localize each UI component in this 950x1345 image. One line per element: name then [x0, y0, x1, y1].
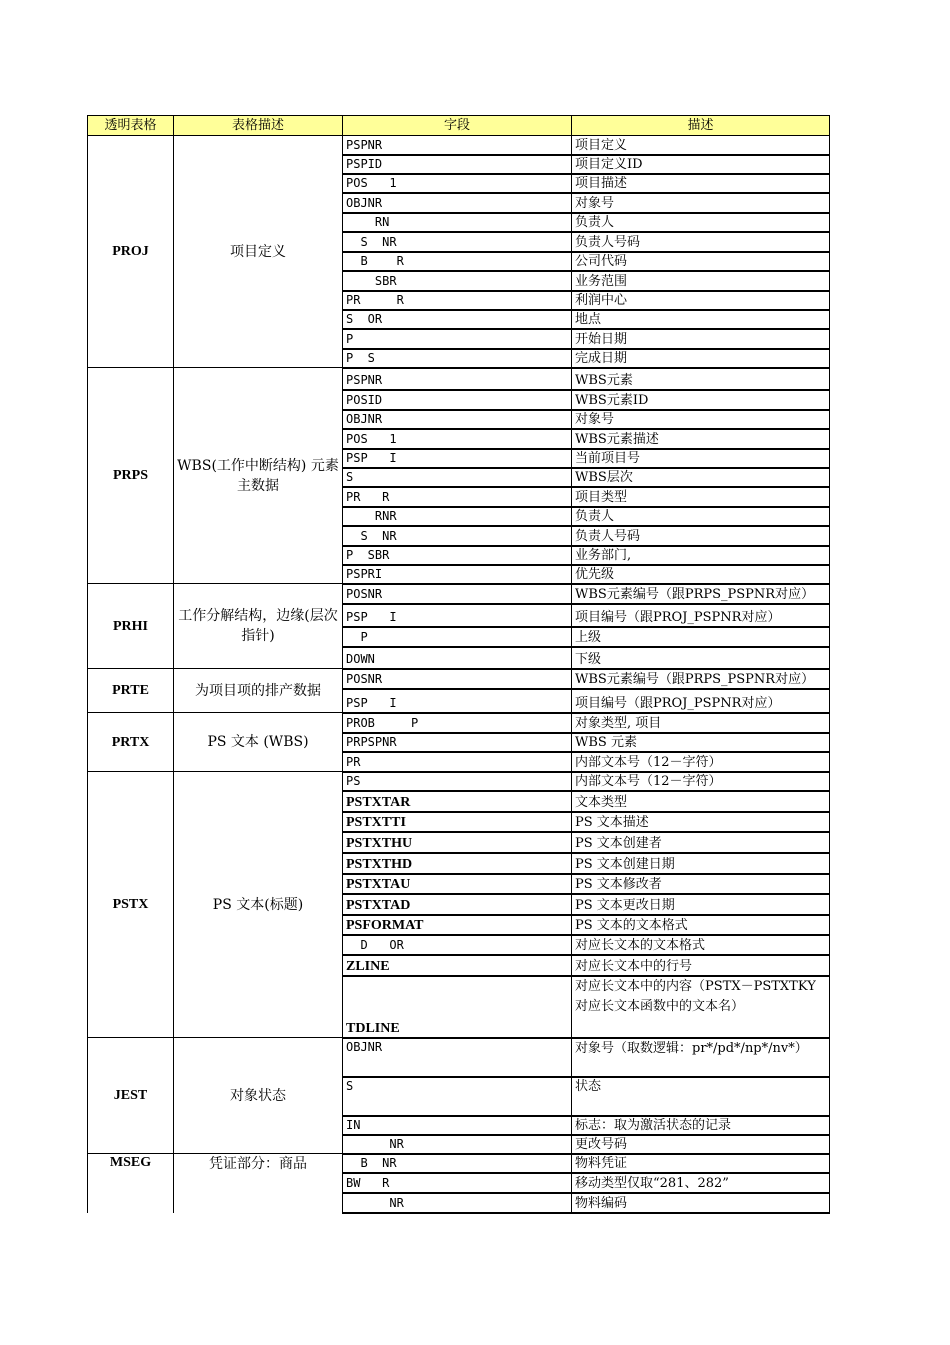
- table-name-cell[interactable]: MSEG: [88, 1154, 174, 1213]
- field-cell[interactable]: PSTXTAR: [343, 791, 572, 812]
- field-desc-cell[interactable]: WBS元素ID: [572, 390, 830, 410]
- field-desc-cell[interactable]: WBS元素描述: [572, 429, 830, 449]
- field-cell[interactable]: S NR: [343, 232, 572, 252]
- header-table-name[interactable]: 透明表格: [88, 116, 174, 136]
- field-cell[interactable]: RNR: [343, 507, 572, 526]
- field-cell[interactable]: S: [343, 1077, 572, 1116]
- field-cell[interactable]: POSNR: [343, 669, 572, 689]
- field-desc-cell[interactable]: 地点: [572, 310, 830, 329]
- field-desc-cell[interactable]: 当前项目号: [572, 449, 830, 468]
- field-cell[interactable]: B R: [343, 252, 572, 271]
- field-cell[interactable]: P: [343, 627, 572, 647]
- spreadsheet: [87, 115, 829, 1214]
- field-desc-cell[interactable]: 负责人号码: [572, 526, 830, 546]
- table-row: [88, 669, 830, 689]
- field-cell[interactable]: ZLINE: [343, 955, 572, 976]
- field-desc-cell[interactable]: 内部文本号（12－字符）: [572, 772, 830, 791]
- table-desc-cell[interactable]: 为项目项的排产数据: [174, 669, 343, 713]
- field-cell[interactable]: NR: [343, 1135, 572, 1154]
- field-cell[interactable]: PSTXTHU: [343, 832, 572, 853]
- field-desc-cell[interactable]: PS 文本创建者: [572, 832, 830, 853]
- field-desc-cell[interactable]: PS 文本描述: [572, 812, 830, 832]
- field-cell[interactable]: P S: [343, 349, 572, 368]
- table-row: [88, 1038, 830, 1077]
- field-desc-cell[interactable]: 利润中心: [572, 291, 830, 310]
- field-cell[interactable]: IN: [343, 1116, 572, 1135]
- table-desc-cell[interactable]: 凭证部分：商品: [174, 1154, 343, 1213]
- field-cell[interactable]: PSPNR: [343, 136, 572, 155]
- field-cell[interactable]: PR: [343, 752, 572, 772]
- field-cell[interactable]: PRPSPNR: [343, 733, 572, 752]
- field-cell[interactable]: SBR: [343, 271, 572, 291]
- table-body: [88, 136, 830, 1213]
- field-cell[interactable]: POSNR: [343, 584, 572, 604]
- field-cell[interactable]: S NR: [343, 526, 572, 546]
- table-row: [88, 136, 830, 155]
- table-desc-cell[interactable]: 对象状态: [174, 1038, 343, 1154]
- field-desc-cell[interactable]: 负责人号码: [572, 232, 830, 252]
- table-row: [88, 713, 830, 733]
- field-desc-cell[interactable]: 优先级: [572, 565, 830, 584]
- field-desc-cell[interactable]: 负责人: [572, 213, 830, 232]
- field-cell[interactable]: S OR: [343, 310, 572, 329]
- field-cell[interactable]: P: [343, 329, 572, 349]
- field-desc-cell[interactable]: 对应长文本中的内容（PSTX－PSTXTKY对应长文本函数中的文本名）: [572, 976, 830, 1038]
- table-desc-cell[interactable]: 项目定义: [174, 136, 343, 368]
- field-cell[interactable]: PSTXTHD: [343, 853, 572, 874]
- field-desc-cell[interactable]: 文本类型: [572, 791, 830, 812]
- header-field-desc[interactable]: 描述: [572, 116, 830, 136]
- field-cell[interactable]: POS 1: [343, 429, 572, 449]
- field-desc-cell[interactable]: WBS元素: [572, 368, 830, 390]
- field-cell[interactable]: NR: [343, 1193, 572, 1213]
- field-cell[interactable]: PR R: [343, 487, 572, 507]
- field-desc-cell[interactable]: 项目类型: [572, 487, 830, 507]
- field-cell[interactable]: B NR: [343, 1154, 572, 1173]
- field-cell[interactable]: PSTXTAU: [343, 874, 572, 894]
- field-desc-cell[interactable]: 项目编号（跟PROJ_PSPNR对应）: [572, 689, 830, 713]
- table-name-cell[interactable]: JEST: [88, 1038, 174, 1154]
- field-desc-cell[interactable]: 业务范围: [572, 271, 830, 291]
- table-row: [88, 368, 830, 390]
- field-cell[interactable]: PR R: [343, 291, 572, 310]
- field-cell[interactable]: BW R: [343, 1173, 572, 1193]
- field-desc-cell[interactable]: 公司代码: [572, 252, 830, 271]
- field-desc-cell[interactable]: 移动类型仅取“281、282”: [572, 1173, 830, 1193]
- table-name-cell[interactable]: PSTX: [88, 772, 174, 1038]
- table-row: [88, 1154, 830, 1173]
- table-name-cell[interactable]: PROJ: [88, 136, 174, 368]
- field-desc-cell[interactable]: 项目定义: [572, 136, 830, 155]
- field-desc-cell[interactable]: 更改号码: [572, 1135, 830, 1154]
- field-desc-cell[interactable]: WBS层次: [572, 468, 830, 487]
- field-cell[interactable]: PSPNR: [343, 368, 572, 390]
- field-cell[interactable]: OBJNR: [343, 410, 572, 429]
- field-desc-cell[interactable]: 开始日期: [572, 329, 830, 349]
- field-cell[interactable]: P SBR: [343, 546, 572, 565]
- table-name-cell[interactable]: PRHI: [88, 584, 174, 669]
- field-desc-cell[interactable]: 标志：取为激活状态的记录: [572, 1116, 830, 1135]
- field-desc-cell[interactable]: PS 文本更改日期: [572, 894, 830, 915]
- field-cell[interactable]: OBJNR: [343, 193, 572, 213]
- field-desc-cell[interactable]: 物料凭证: [572, 1154, 830, 1173]
- table-desc-cell[interactable]: 工作分解结构，边缘(层次指针): [174, 584, 343, 669]
- header-field[interactable]: 字段: [343, 116, 572, 136]
- field-cell[interactable]: PSP I: [343, 689, 572, 713]
- field-cell[interactable]: PSPRI: [343, 565, 572, 584]
- field-desc-cell[interactable]: 项目定义ID: [572, 155, 830, 174]
- field-desc-cell[interactable]: 对应长文本的文本格式: [572, 935, 830, 955]
- field-cell[interactable]: POS 1: [343, 174, 572, 193]
- field-desc-cell[interactable]: 项目编号（跟PROJ_PSPNR对应）: [572, 604, 830, 627]
- field-desc-cell[interactable]: 完成日期: [572, 349, 830, 368]
- field-cell[interactable]: PSTXTTI: [343, 812, 572, 832]
- field-cell[interactable]: S: [343, 468, 572, 487]
- field-desc-cell[interactable]: 上级: [572, 627, 830, 647]
- field-cell[interactable]: PSTXTAD: [343, 894, 572, 915]
- field-cell[interactable]: RN: [343, 213, 572, 232]
- field-cell[interactable]: TDLINE: [343, 976, 572, 1038]
- field-desc-cell[interactable]: 物料编码: [572, 1193, 830, 1213]
- field-cell[interactable]: PSP I: [343, 449, 572, 468]
- field-desc-cell[interactable]: 项目描述: [572, 174, 830, 193]
- data-table: [87, 115, 830, 1214]
- field-desc-cell[interactable]: 对象号: [572, 193, 830, 213]
- field-desc-cell[interactable]: 业务部门,: [572, 546, 830, 565]
- field-cell[interactable]: POSID: [343, 390, 572, 410]
- field-cell[interactable]: D OR: [343, 935, 572, 955]
- field-desc-cell[interactable]: 下级: [572, 647, 830, 669]
- table-name-cell[interactable]: PRTE: [88, 669, 174, 713]
- table-desc-cell[interactable]: PS 文本(标题): [174, 772, 343, 1038]
- table-row: [88, 772, 830, 791]
- field-desc-cell[interactable]: PS 文本创建日期: [572, 853, 830, 874]
- field-desc-cell[interactable]: 内部文本号（12－字符）: [572, 752, 830, 772]
- field-cell[interactable]: PSFORMAT: [343, 915, 572, 935]
- field-desc-cell[interactable]: WBS元素编号（跟PRPS_PSPNR对应）: [572, 584, 830, 604]
- table-name-cell[interactable]: PRTX: [88, 713, 174, 772]
- field-cell[interactable]: PSP I: [343, 604, 572, 627]
- field-desc-cell[interactable]: 状态: [572, 1077, 830, 1116]
- field-desc-cell[interactable]: 对象号: [572, 410, 830, 429]
- field-desc-cell[interactable]: 对象类型, 项目: [572, 713, 830, 733]
- table-desc-cell[interactable]: PS 文本 (WBS): [174, 713, 343, 772]
- field-cell[interactable]: DOWN: [343, 647, 572, 669]
- field-desc-cell[interactable]: PS 文本修改者: [572, 874, 830, 894]
- field-desc-cell[interactable]: 对应长文本中的行号: [572, 955, 830, 976]
- field-desc-cell[interactable]: WBS 元素: [572, 733, 830, 752]
- header-table-desc[interactable]: 表格描述: [174, 116, 343, 136]
- header-row: [88, 116, 830, 136]
- table-desc-cell[interactable]: WBS(工作中断结构) 元素主数据: [174, 368, 343, 584]
- field-desc-cell[interactable]: PS 文本的文本格式: [572, 915, 830, 935]
- table-name-cell[interactable]: PRPS: [88, 368, 174, 584]
- field-desc-cell[interactable]: WBS元素编号（跟PRPS_PSPNR对应）: [572, 669, 830, 689]
- field-cell[interactable]: OBJNR: [343, 1038, 572, 1077]
- field-cell[interactable]: PS: [343, 772, 572, 791]
- table-row: [88, 584, 830, 604]
- field-desc-cell[interactable]: 负责人: [572, 507, 830, 526]
- field-cell[interactable]: PROB P: [343, 713, 572, 733]
- field-desc-cell[interactable]: 对象号（取数逻辑：pr*/pd*/np*/nv*）: [572, 1038, 830, 1077]
- field-cell[interactable]: PSPID: [343, 155, 572, 174]
